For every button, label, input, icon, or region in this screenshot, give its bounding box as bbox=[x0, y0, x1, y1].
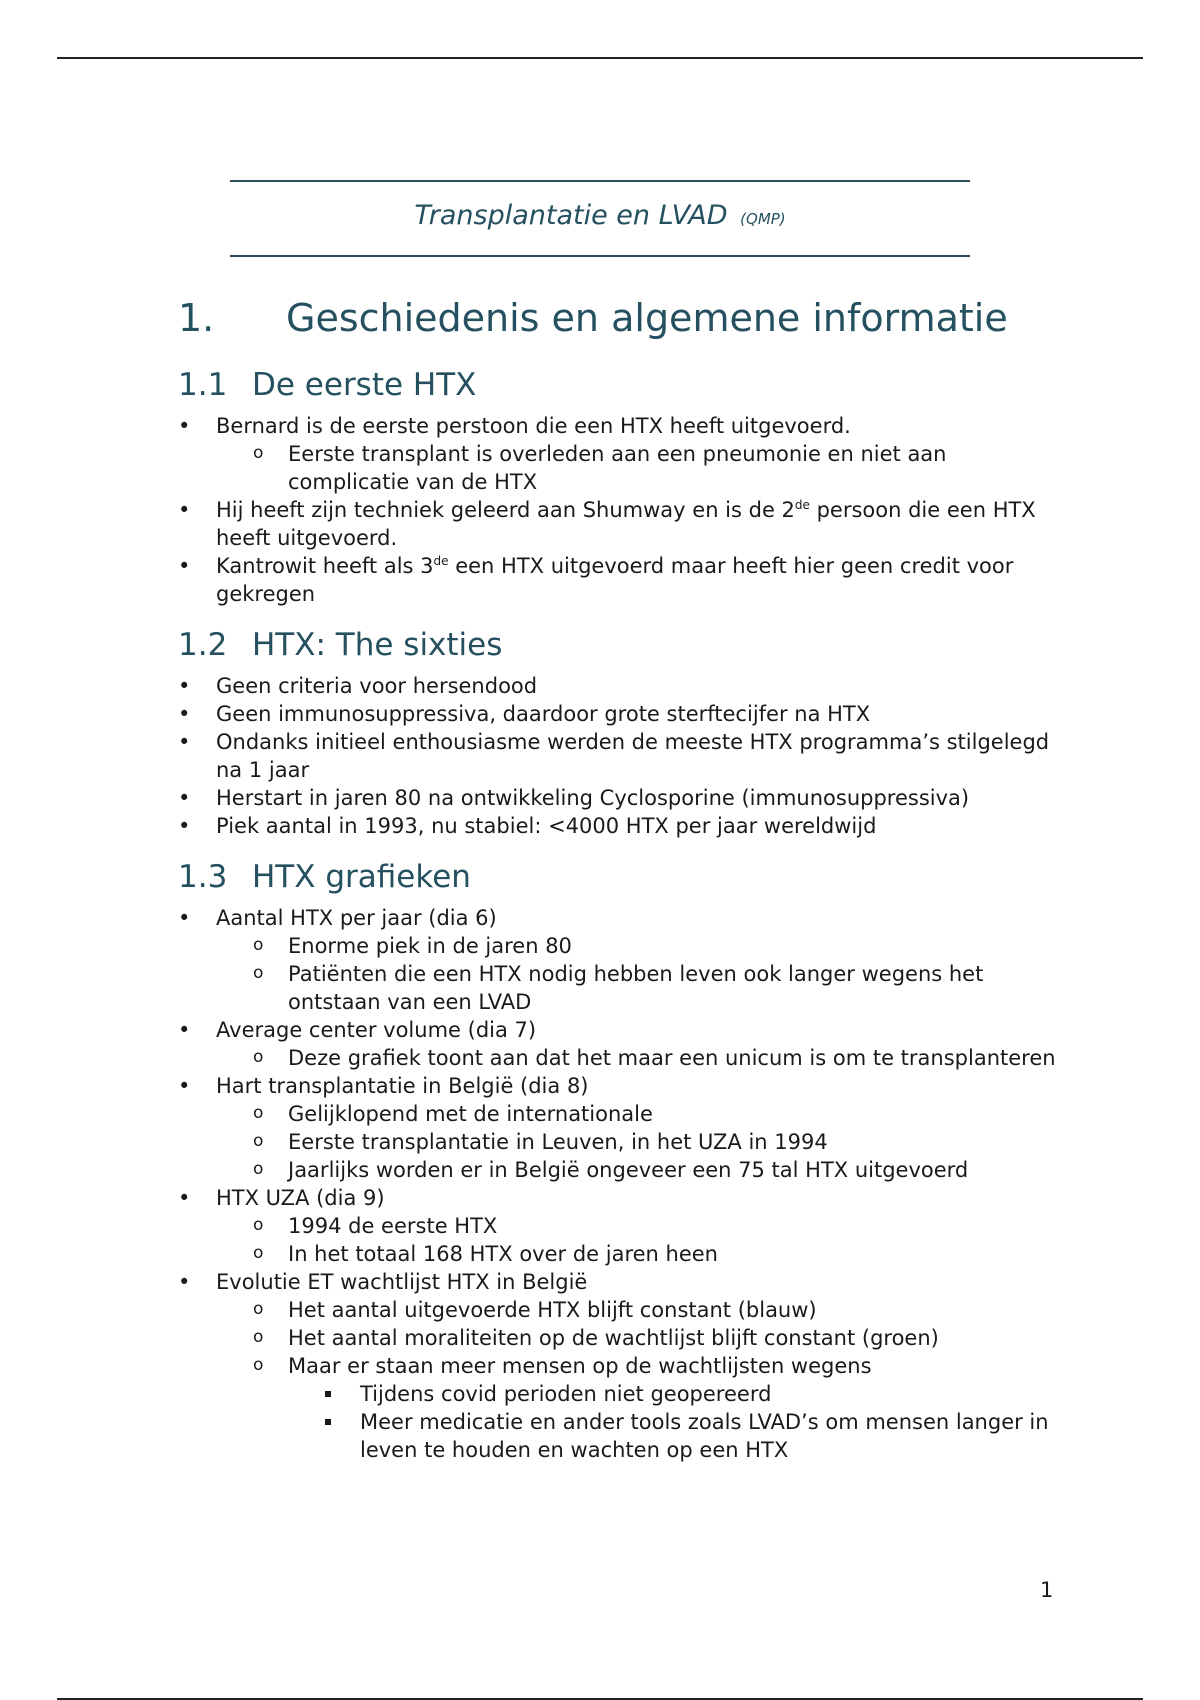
list-item-text: Het aantal uitgevoerde HTX blijft constant (blauw) bbox=[288, 1298, 817, 1322]
list-item bbox=[178, 932, 1058, 960]
list-item bbox=[178, 960, 1058, 1016]
list-item-text: Jaarlijks worden er in België ongeveer een 75 tal HTX uitgevoerd bbox=[288, 1158, 969, 1182]
list-item bbox=[178, 1212, 1058, 1240]
section-heading bbox=[178, 854, 1058, 900]
page-top-rule bbox=[57, 57, 1143, 59]
list-item-text: Geen criteria voor hersendood bbox=[216, 674, 538, 698]
list-item bbox=[178, 1408, 1058, 1464]
list-item bbox=[178, 700, 1058, 728]
list-item-text: Meer medicatie en ander tools zoals LVAD’s om mensen langer in leven te houden en wachten op een HTX bbox=[360, 1410, 1049, 1462]
section-title: HTX: The sixties bbox=[252, 627, 503, 663]
bullet-list-level-2 bbox=[216, 932, 1058, 1016]
chapter-number: 1. bbox=[178, 296, 215, 340]
list-item-text: Kantrowit heeft als 3 bbox=[216, 554, 434, 578]
section-number: 1.2 bbox=[178, 627, 228, 663]
bullet-list-level-1 bbox=[178, 904, 1058, 1464]
list-item-text: Hart transplantatie in België (dia 8) bbox=[216, 1074, 589, 1098]
document-title-main: Transplantatie en LVAD bbox=[414, 200, 728, 231]
list-item-text: Gelijklopend met de internationale bbox=[288, 1102, 653, 1126]
chapter-title: Geschiedenis en algemene informatie bbox=[286, 296, 1008, 340]
title-rule-bottom bbox=[230, 255, 970, 257]
list-item-text: 1994 de eerste HTX bbox=[288, 1214, 498, 1238]
section bbox=[178, 362, 1058, 608]
bullet-list-level-3 bbox=[288, 1380, 1058, 1464]
list-item bbox=[178, 496, 1058, 552]
list-item bbox=[178, 1324, 1058, 1352]
section-heading bbox=[178, 622, 1058, 668]
sections bbox=[178, 362, 1058, 1464]
list-item bbox=[178, 784, 1058, 812]
section-number: 1.3 bbox=[178, 859, 228, 895]
list-item bbox=[178, 904, 1058, 1016]
list-item-text: Eerste transplantatie in Leuven, in het UZA in 1994 bbox=[288, 1130, 828, 1154]
list-item bbox=[178, 1380, 1058, 1408]
document-title bbox=[230, 200, 970, 231]
list-item bbox=[178, 1072, 1058, 1184]
list-item-text: Eerste transplant is overleden aan een pneumonie en niet aan complicatie van de HTX bbox=[288, 442, 947, 494]
section-title: HTX grafieken bbox=[252, 859, 471, 895]
list-item bbox=[178, 672, 1058, 700]
list-item bbox=[178, 412, 1058, 496]
list-item-text: Tijdens covid perioden niet geopereerd bbox=[360, 1382, 772, 1406]
list-item bbox=[178, 1044, 1058, 1072]
list-item-text: HTX UZA (dia 9) bbox=[216, 1186, 385, 1210]
list-item bbox=[178, 1184, 1058, 1268]
bullet-list-level-1 bbox=[178, 412, 1058, 608]
list-item-text: In het totaal 168 HTX over de jaren heen bbox=[288, 1242, 718, 1266]
chapter-heading bbox=[178, 290, 1058, 346]
list-item-text: Aantal HTX per jaar (dia 6) bbox=[216, 906, 497, 930]
section bbox=[178, 854, 1058, 1464]
document-body bbox=[178, 290, 1058, 1478]
ordinal-suffix: de bbox=[794, 498, 810, 512]
list-item-text: Deze grafiek toont aan dat het maar een unicum is om te transplanteren bbox=[288, 1046, 1056, 1070]
bullet-list-level-2 bbox=[216, 1044, 1058, 1072]
list-item-text: Patiënten die een HTX nodig hebben leven ook langer wegens het ontstaan van een LVAD bbox=[288, 962, 984, 1014]
section-number: 1.1 bbox=[178, 367, 228, 403]
list-item bbox=[178, 440, 1058, 496]
list-item-text: Average center volume (dia 7) bbox=[216, 1018, 537, 1042]
list-item-text: Maar er staan meer mensen op de wachtlijsten wegens bbox=[288, 1354, 872, 1378]
list-item-text: Hij heeft zijn techniek geleerd aan Shumway en is de 2 bbox=[216, 498, 795, 522]
list-item bbox=[178, 1296, 1058, 1324]
list-item-text: Evolutie ET wachtlijst HTX in België bbox=[216, 1270, 588, 1294]
ordinal-suffix: de bbox=[433, 554, 449, 568]
list-item bbox=[178, 812, 1058, 840]
list-item-text: Ondanks initieel enthousiasme werden de meeste HTX programma’s stilgelegd na 1 jaar bbox=[216, 730, 1050, 782]
list-item bbox=[178, 1240, 1058, 1268]
list-item bbox=[178, 1016, 1058, 1072]
section-heading bbox=[178, 362, 1058, 408]
bullet-list-level-2 bbox=[216, 1100, 1058, 1184]
list-item bbox=[178, 1268, 1058, 1464]
page-number: 1 bbox=[1040, 1578, 1054, 1602]
list-item-text: Het aantal moraliteiten op de wachtlijst blijft constant (groen) bbox=[288, 1326, 939, 1350]
list-item bbox=[178, 1352, 1058, 1464]
bullet-list-level-1 bbox=[178, 672, 1058, 840]
list-item-text: Bernard is de eerste perstoon die een HTX heeft uitgevoerd. bbox=[216, 414, 851, 438]
section bbox=[178, 622, 1058, 840]
list-item-text: Herstart in jaren 80 na ontwikkeling Cyclosporine (immunosuppressiva) bbox=[216, 786, 970, 810]
title-rule-top bbox=[230, 180, 970, 182]
bullet-list-level-2 bbox=[216, 1212, 1058, 1268]
list-item bbox=[178, 728, 1058, 784]
list-item-text-rest: een HTX uitgevoerd maar heeft hier geen credit voor gekregen bbox=[216, 554, 1014, 606]
list-item-text-rest: persoon die een HTX heeft uitgevoerd. bbox=[216, 498, 1036, 550]
list-item-text: Enorme piek in de jaren 80 bbox=[288, 934, 572, 958]
list-item bbox=[178, 1156, 1058, 1184]
bullet-list-level-2 bbox=[216, 1296, 1058, 1464]
list-item-text: Piek aantal in 1993, nu stabiel: <4000 HTX per jaar wereldwijd bbox=[216, 814, 877, 838]
section-title: De eerste HTX bbox=[252, 367, 477, 403]
list-item bbox=[178, 1100, 1058, 1128]
document-title-sub: (QMP) bbox=[740, 210, 786, 228]
list-item-text: Geen immunosuppressiva, daardoor grote sterftecijfer na HTX bbox=[216, 702, 871, 726]
bullet-list-level-2 bbox=[216, 440, 1058, 496]
list-item bbox=[178, 552, 1058, 608]
list-item bbox=[178, 1128, 1058, 1156]
